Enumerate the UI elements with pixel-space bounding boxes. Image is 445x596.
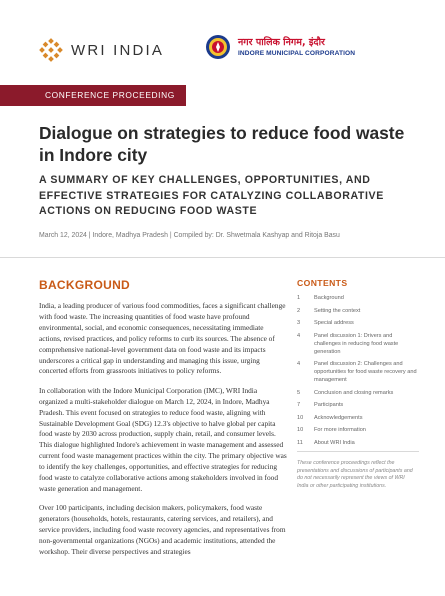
imc-english-name: INDORE MUNICIPAL CORPORATION [238, 49, 356, 57]
contents-sidebar [297, 278, 417, 490]
toc-item[interactable] [297, 307, 417, 315]
toc-page-number: 4 [297, 332, 301, 339]
toc-item[interactable] [297, 332, 417, 356]
toc-page-number: 2 [297, 307, 301, 314]
toc-label: Background [314, 295, 344, 301]
background-section [39, 278, 287, 566]
conference-proceeding-banner [0, 85, 186, 106]
toc-label: Special address [314, 320, 354, 326]
toc-page-number: 3 [297, 320, 301, 326]
contents-divider [297, 451, 419, 452]
toc-label: Conclusion and closing remarks [314, 389, 394, 396]
toc-item[interactable] [297, 319, 417, 327]
background-paragraph-1: India, a leading producer of various food commodities, faces a significant challenge with food waste. The increasing quantities of food waste have profound environmental, social, and economic consequences, necessitating immediate actions, revised practices, and policy reforms to curb its sources. The absence of comprehensive national-level government data on food waste and its impacts underscores a critical gap in understanding and managing this issue, urging concerted efforts from grassroots initiatives to policy reforms. [39, 301, 286, 376]
meta-line: March 12, 2024 | Indore, Madhya Pradesh | Compiled by: Dr. Shwetmala Kashyap and Ritoja Basu [39, 232, 340, 239]
toc-item[interactable] [297, 439, 417, 447]
disclaimer-note: These conference proceedings reflect the presentations and discussions of participants and do not necessarily represent the views of WRI India or other participating institutions. [297, 460, 413, 489]
toc-label: About WRI India [314, 439, 355, 446]
page-title: Dialogue on strategies to reduce food waste in Indore city [39, 123, 405, 165]
toc-page-number: 10 [297, 414, 304, 421]
toc-page-number: 1 [297, 295, 301, 301]
toc-label: Panel discussion 1: Drivers and challenges in reducing food waste generation [314, 332, 399, 355]
toc-item[interactable] [297, 401, 417, 409]
toc-label: Participants [314, 402, 344, 408]
wri-india-logo [39, 38, 164, 62]
background-paragraph-3: Over 100 participants, including decision makers, policymakers, food waste generators (households, hotels, restaurants, catering services, and retailers), and service providers, including food waste recovery agencies, and representatives from non-governmental organizations (NGOs) and academic institutions, attended the workshop. Their diverse perspectives and strategies [39, 503, 286, 557]
divider [0, 257, 445, 258]
banner-label: CONFERENCE PROCEEDING [45, 90, 175, 100]
contents-list [297, 294, 417, 447]
toc-item[interactable] [297, 414, 417, 422]
toc-item[interactable] [297, 294, 417, 302]
toc-item[interactable] [297, 360, 417, 384]
toc-label: Panel discussion 2: Challenges and opportunities for food waste recovery and management [314, 361, 417, 383]
background-heading: BACKGROUND [39, 278, 130, 292]
contents-heading: CONTENTS [297, 278, 348, 288]
toc-page-number: 5 [297, 389, 301, 396]
wri-india-wordmark: WRI INDIA [71, 41, 165, 59]
toc-item[interactable] [297, 426, 417, 434]
toc-label: For more information [314, 427, 366, 433]
toc-item[interactable] [297, 389, 417, 397]
toc-label: Setting the context [314, 307, 361, 314]
page-subtitle: A SUMMARY OF KEY CHALLENGES, OPPORTUNITIES, AND EFFECTIVE STRATEGIES FOR CATALYZING COLLABORATIVE ACTIONS ON REDUCING FOOD WASTE [39, 174, 384, 217]
toc-page-number: 7 [297, 402, 301, 408]
toc-page-number: 4 [297, 361, 301, 367]
toc-page-number: 11 [297, 439, 303, 446]
background-paragraph-2: In collaboration with the Indore Municipal Corporation (IMC), WRI India organized a multi-stakeholder dialogue on March 12, 2024, in Indore, Madhya Pradesh. This event focused on strategies to reduce food waste, aligning with Sustainable Development Goal (SDG) 12.3's objective to halve global per capita food waste by 2030 across production, supply chain, retail, and consumer levels. This dialogue highlighted Indore's achievement in waste management and assessed current food waste management practices within the city. The primary objective was to identify the key challenges, opportunities, and effective strategies for reducing food waste to catalyze collaborative actions among stakeholders involved in food waste generation and management. [39, 385, 287, 493]
imc-seal-icon [205, 34, 231, 60]
toc-page-number: 10 [297, 427, 304, 433]
imc-hindi-name: नगर पालिक निगम, इंदौर [238, 36, 325, 48]
header [0, 0, 445, 82]
wri-logo-icon [39, 38, 63, 62]
toc-label: Acknowledgements [314, 414, 363, 421]
imc-logo [205, 34, 355, 60]
